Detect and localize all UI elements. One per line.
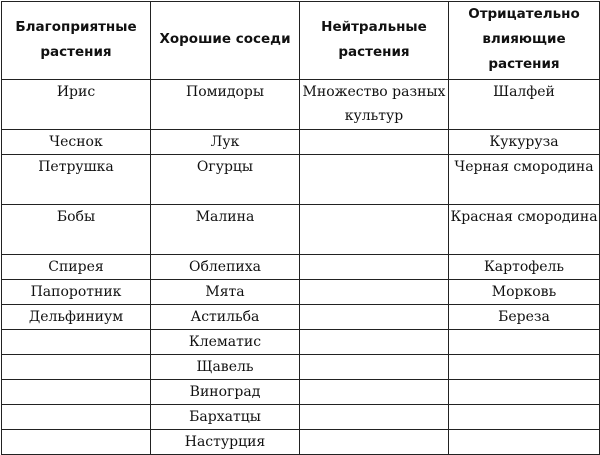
table-row [2, 255, 600, 280]
table-cell [300, 380, 449, 405]
table-cell [449, 330, 600, 355]
table-cell: Бархатцы [151, 405, 300, 430]
table-cell: Кукуруза [449, 130, 600, 155]
header-favorable-plants: Благоприятные растения [2, 2, 151, 80]
table-cell [2, 355, 151, 380]
table-cell: Чеснок [2, 130, 151, 155]
table-row [2, 430, 600, 455]
table-row [2, 405, 600, 430]
table-cell [300, 205, 449, 255]
table-cell [2, 430, 151, 455]
table-cell [300, 130, 449, 155]
table-cell: Огурцы [151, 155, 300, 205]
table-cell [2, 330, 151, 355]
table-row [2, 130, 600, 155]
header-negative-plants: Отрицательно влияющие растения [449, 2, 600, 80]
table-cell [300, 430, 449, 455]
table-cell: Клематис [151, 330, 300, 355]
table-cell [300, 255, 449, 280]
table-cell [449, 430, 600, 455]
table-cell: Щавель [151, 355, 300, 380]
table-cell [449, 355, 600, 380]
table-cell: Множество разных культур [300, 80, 449, 130]
table-cell: Картофель [449, 255, 600, 280]
header-neutral-plants: Нейтральные растения [300, 2, 449, 80]
table-cell [449, 380, 600, 405]
table-row [2, 205, 600, 255]
table-cell: Дельфиниум [2, 305, 151, 330]
table-cell: Морковь [449, 280, 600, 305]
table-row [2, 355, 600, 380]
table-cell: Лук [151, 130, 300, 155]
table-row [2, 80, 600, 130]
table-cell: Облепиха [151, 255, 300, 280]
table-cell: Шалфей [449, 80, 600, 130]
table-cell: Ирис [2, 80, 151, 130]
table-cell: Черная смородина [449, 155, 600, 205]
table-row [2, 380, 600, 405]
table-cell [2, 380, 151, 405]
table-cell: Береза [449, 305, 600, 330]
table-row [2, 280, 600, 305]
companion-plants-table [1, 1, 600, 455]
table-cell: Помидоры [151, 80, 300, 130]
table-cell: Спирея [2, 255, 151, 280]
table-cell: Красная смородина [449, 205, 600, 255]
table-cell [300, 355, 449, 380]
table-row [2, 330, 600, 355]
table-cell [300, 305, 449, 330]
table-cell [300, 155, 449, 205]
table-row [2, 305, 600, 330]
table-cell [300, 280, 449, 305]
table-cell [449, 405, 600, 430]
header-good-neighbors: Хорошие соседи [151, 2, 300, 80]
table-cell: Малина [151, 205, 300, 255]
table-cell: Мята [151, 280, 300, 305]
table-header-row [2, 2, 600, 80]
table-cell: Папоротник [2, 280, 151, 305]
table-cell: Настурция [151, 430, 300, 455]
table-cell: Бобы [2, 205, 151, 255]
table-row [2, 155, 600, 205]
table-cell: Астильба [151, 305, 300, 330]
table-cell: Петрушка [2, 155, 151, 205]
table-cell [2, 405, 151, 430]
table-cell [300, 330, 449, 355]
table-cell: Виноград [151, 380, 300, 405]
table-cell [300, 405, 449, 430]
